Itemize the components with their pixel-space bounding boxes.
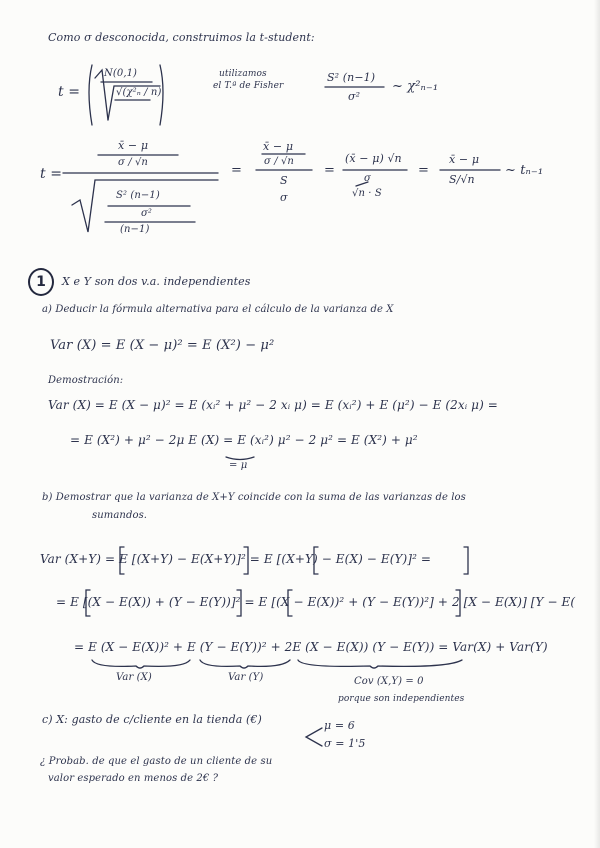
t-denominator-1: √(χ²ₙ / n): [116, 87, 162, 98]
exercise-number-badge: 1: [28, 268, 54, 296]
part-c-question-1: ¿ Probab. de que el gasto de un cliente de su: [40, 756, 273, 767]
big-numerator: x̄ − μ: [118, 139, 149, 152]
equals-1: =: [231, 163, 242, 178]
eq2-numerator-den: σ / √n: [264, 156, 294, 167]
eq3-den-left: σ: [364, 173, 371, 184]
equals-3: =: [418, 163, 429, 178]
part-b-title-1: b) Demostrar que la varianza de X+Y coincide con la suma de las varianzas de los: [42, 492, 466, 503]
eq3-numerator: (x̄ − μ) √n: [345, 152, 402, 165]
intro-line: Como σ desconocida, construimos la t-student:: [48, 31, 315, 44]
part-c-title: c) X: gasto de c/cliente en la tienda (€): [42, 713, 262, 726]
brace-label-cov-note: porque son independientes: [338, 694, 465, 704]
eq4-numerator: x̄ − μ: [449, 153, 480, 166]
part-a-formula: Var (X) = E (X − μ)² = E (X²) − μ²: [50, 338, 275, 353]
demo-line-1: Var (X) = E (X − μ)² = E (xᵢ² + μ² − 2 xᵢ μ) = E (xᵢ²) + E (μ²) − E (2xᵢ μ) =: [48, 398, 498, 412]
demo-underbrace-note: = μ: [229, 460, 248, 471]
big-den-den: σ²: [141, 208, 153, 219]
part-b-title-2: sumandos.: [92, 510, 148, 521]
b-line-3: = E (X − E(X))² + E (Y − E(Y))² + 2E (X − E(X)) (Y − E(Y)) = Var(X) + Var(Y): [74, 640, 548, 654]
t-note-2: el T.ª de Fisher: [213, 81, 284, 91]
t-numerator-1: N(0,1): [104, 68, 138, 79]
big-den-n: (n−1): [120, 224, 150, 235]
part-c-question-2: valor esperado en menos de 2€ ?: [48, 773, 219, 784]
big-den-num: S² (n−1): [116, 190, 160, 201]
t-label-1: t =: [58, 84, 81, 100]
eq4-rhs: ~ tₙ₋₁: [505, 163, 544, 178]
demo-label: Demostración:: [48, 375, 124, 386]
b-line-1: Var (X+Y) = E [(X+Y) − E(X+Y)]² = E [(X+Y) − E(X) − E(Y)]² =: [40, 552, 432, 566]
eq3-den-right: √n · S: [352, 188, 382, 199]
brace-label-var-y: Var (Y): [228, 672, 264, 683]
brace-label-var-x: Var (X): [116, 672, 152, 683]
eq2-numerator: x̄ − μ: [263, 140, 294, 153]
t-note-1: utilizamos: [219, 69, 267, 79]
part-a-title: a) Deducir la fórmula alternativa para el cálculo de la varianza de X: [42, 304, 394, 315]
eq2-den-den: σ: [280, 191, 288, 204]
eq2-den-num: S: [280, 174, 288, 187]
eq4-denominator: S/√n: [449, 173, 475, 186]
part-c-mu: μ = 6: [324, 719, 355, 732]
exercise-statement: X e Y son dos v.a. independientes: [62, 275, 251, 288]
t-label-2: t =: [40, 166, 63, 182]
page-edge-shadow: [594, 0, 600, 848]
fisher-denominator: σ²: [348, 90, 361, 103]
demo-line-2: = E (X²) + μ² − 2μ E (X) = E (xᵢ²) μ² − 2 μ² = E (X²) + μ²: [70, 433, 418, 447]
fisher-numerator: S² (n−1): [327, 71, 376, 84]
part-c-sigma: σ = 1'5: [324, 737, 366, 750]
big-numerator-den: σ / √n: [118, 157, 148, 168]
equals-2: =: [324, 163, 335, 178]
b-line-2: = E [(X − E(X)) + (Y − E(Y))]² = E [(X − E(X))² + (Y − E(Y))²] + 2 [X − E(X)] [Y − E(: [56, 595, 576, 609]
brace-label-cov: Cov (X,Y) = 0: [354, 676, 424, 687]
fisher-rhs: ~ χ²ₙ₋₁: [392, 79, 439, 94]
